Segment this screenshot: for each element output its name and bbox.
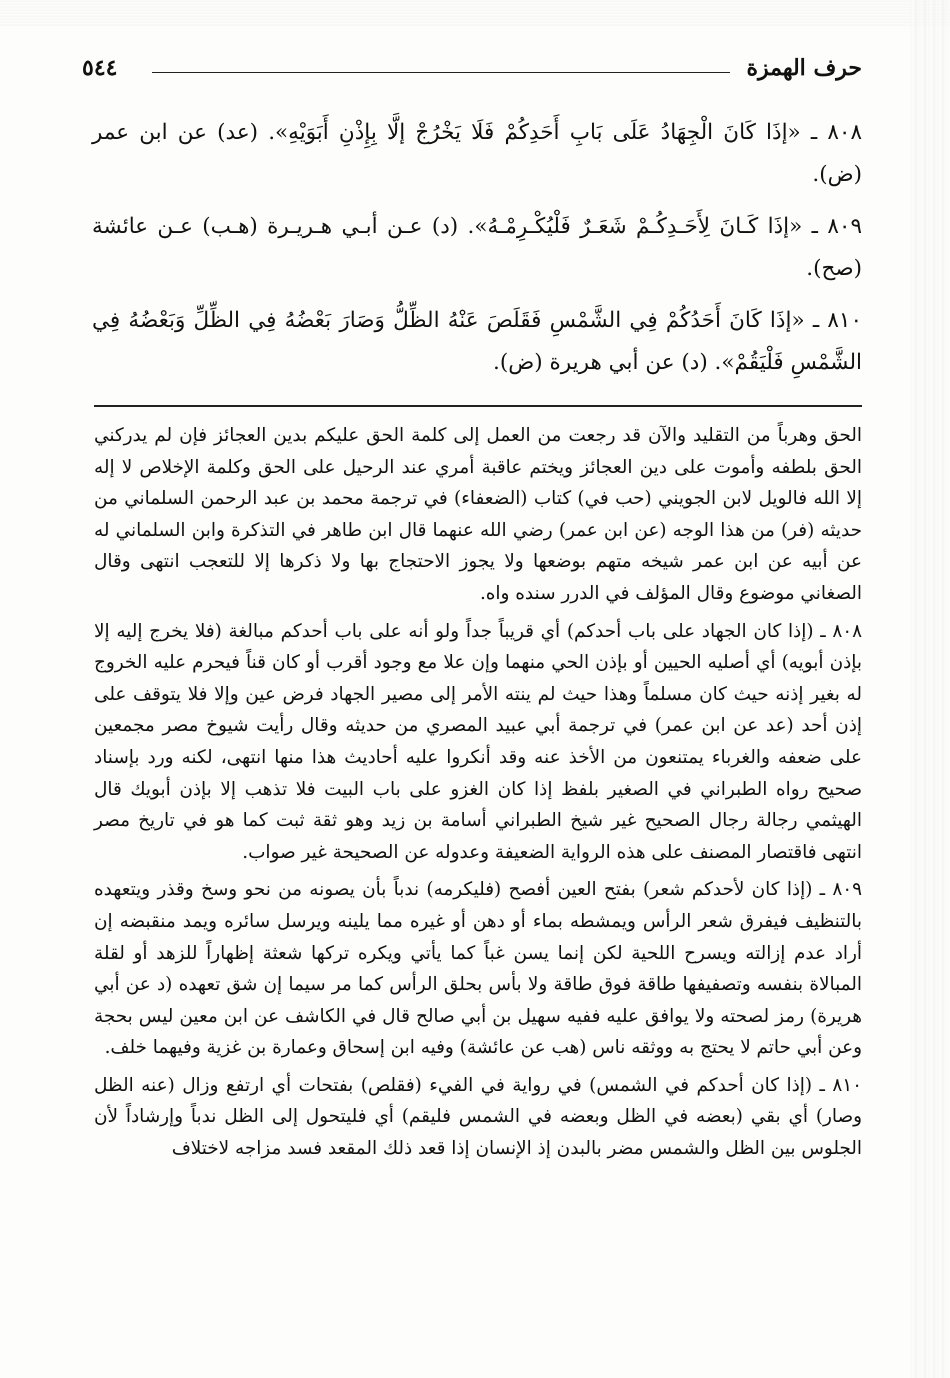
running-header xyxy=(82,52,862,86)
commentary-text xyxy=(94,420,862,1171)
hadith-810: ٨١٠ ـ «إذَا كَانَ أَحَدُكُمْ فِي الشَّمْسِ فَقَلَصَ عَنْهُ الظِّلُّ وَصَارَ بَعْضُهُ فِي الظِّلِّ وَبَعْضُهُ فِي الشَّمْسِ فَلْيَقُمْ». (د) عن أبي هريرة (ض). xyxy=(92,308,862,375)
commentary-809: ٨٠٩ ـ (إذا كان لأحدكم شعر) بفتح العين أفصح (فليكرمه) ندباً بأن يصونه من نحو وسخ وقذر ويتعهده بالتنظيف فيفرق شعر الرأس ويمشطه بماء أو دهن أو غيره مما يلينه ويرسل سائره ويمد منقبضه إن أراد عدم إزالته ويسرح اللحية لكن إنما يسن غباً كما يأتي ويكره تركها شعثة إظهاراً للزهد أو لقلة المبالاة بنفسه وتصفيفها طاقة فوق طاقة ولا بأس بحلق الرأس كما مر سيما إن شق تعهده (د عن أبي هريرة) رمز لصحته ولا يوافق عليه ففيه سهيل بن أبي صالح قال في الكاشف عن ابن معين ليس بحجة وعن أبي حاتم لا يحتج به ووثقه ناس (هب عن عائشة) وفيه ابن إسحاق وعمارة بن غزية وفيهما خلف. xyxy=(94,879,862,1059)
commentary-808: ٨٠٨ ـ (إذا كان الجهاد على باب أحدكم) أي قريباً جداً ولو أنه على باب أحدكم مبالغة (فلا يخرج إليه إلا بإذن أبويه) أي أصليه الحيين أو بإذن الحي منهما وإن علا مع وجود أقرب أو كان قناً فيحرم عليه الخروج له بغير إذنه حيث كان مسلماً وهذا حيث لم ينته الأمر إلى مصير الجهاد فرض عين وإلا فلا يتوقف على إذن أحد (عد عن ابن عمر) في ترجمة أبي عبيد المصري من حديثه وقال رأيت شيوخ مصر مجمعين على ضعفه والغرباء يمتنعون من الأخذ عنه وقد أنكروا عليه أحاديث هذا منها انتهى، لكنه ورد بإسناد صحيح رواه الطبراني في الصغير بلفظ إذا كان الغزو على باب البيت فلا تذهب إلا بإذن أبويك قال الهيثمي رجالة رجال الصحيح غير شيخ الطبراني أسامة بن زيد وهو ثقة ثبت كما هو في تاريخ مصر انتهى فاقتصار المصنف على هذه الرواية الضعيفة وعدوله عن الصحيحة غير صواب. xyxy=(94,620,862,863)
hadith-809: ٨٠٩ ـ «إذَا كَـانَ لِأَحَـدِكُـمْ شَعَـرٌ فَلْيُكْـرِمْـهُ». (د) عـن أبـي هـريـرة (هـب) عـن عائشة (صح). xyxy=(92,214,862,281)
scan-edge-right xyxy=(910,0,950,1378)
commentary-810: ٨١٠ ـ (إذا كان أحدكم في الشمس) في رواية في الفيء (فقلص) بفتحات أي ارتفع وزال (عنه الظل وصار) أي بقي (بعضه في الظل وبعضه في الشمس فليقم) أي فليتحول إلى الظل ندباً وإرشاداً لأن الجلوس بين الظل والشمس مضر بالبدن إذ الإنسان إذا قعد ذلك المقعد فسد مزاجه لاختلاف xyxy=(94,1074,862,1160)
scan-edge-top xyxy=(0,0,950,26)
footnote-separator xyxy=(94,405,862,407)
page-number: ٥٤٤ xyxy=(82,55,118,81)
chapter-title: حرف الهمزة xyxy=(746,55,862,81)
commentary-continuation: الحق وهرباً من التقليد والآن قد رجعت من العمل إلى كلمة الحق عليكم بدين العجائز فإن لم يدركني الحق بلطفه وأموت على دين العجائز ويختم عاقبة أمري عند الرحيل على الحق وكلمة الإخلاص لا إله إلا الله فالويل لابن الجويني (حب في) كتاب (الضعفاء) في ترجمة محمد بن عبد الرحمن السلماني من حديثه (فر) من هذا الوجه (عن ابن عمر) رضي الله عنهما قال ابن طاهر في التذكرة وابن السلماني له عن أبيه عن ابن عمر شيخه متهم بوضعها ولا يجوز الاحتجاج بها ولا ذكرها إلا للتعجب انتهى وقال الصغاني موضوع وقال المؤلف في الدرر سنده واه. xyxy=(94,425,862,604)
hadith-text xyxy=(92,112,862,394)
hadith-808: ٨٠٨ ـ «إذَا كَانَ الْجِهَادُ عَلَى بَابِ أَحَدِكُمْ فَلَا يَخْرُجْ إلَّا بِإِذْنِ أَبَوَيْهِ». (عد) عن ابن عمر (ض). xyxy=(92,120,862,187)
header-rule xyxy=(152,72,730,73)
